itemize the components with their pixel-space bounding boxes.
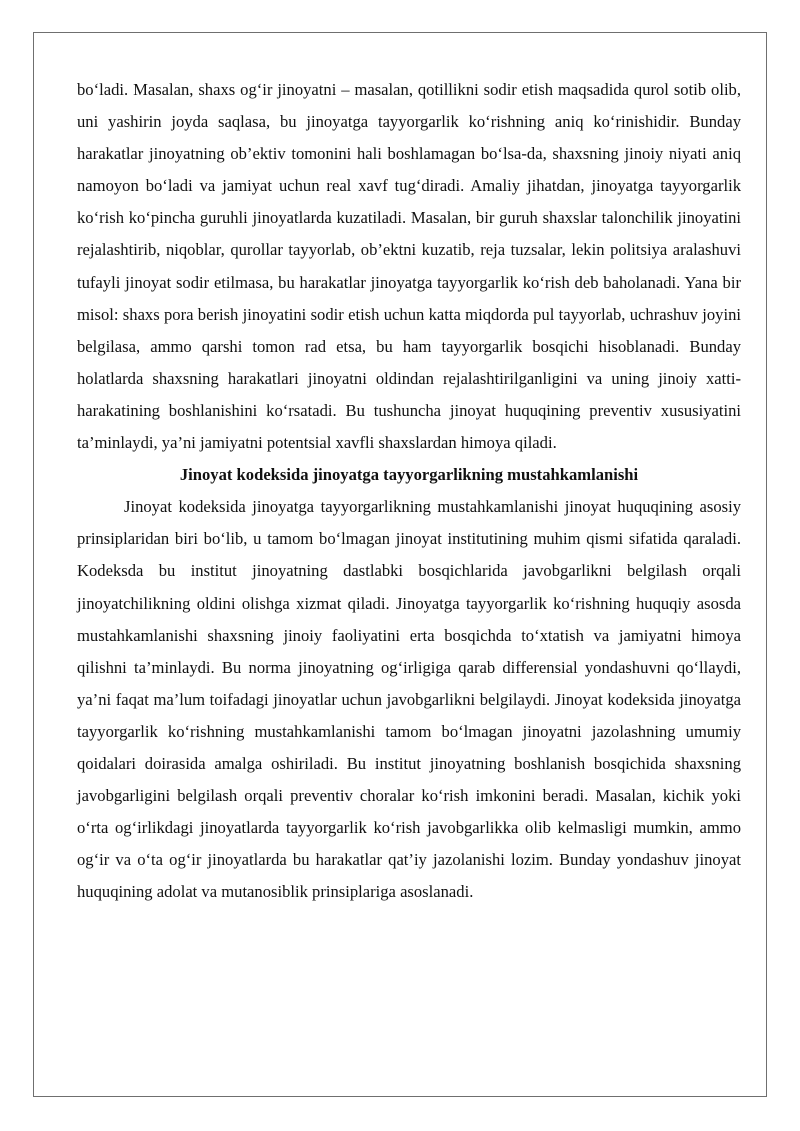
section-heading: Jinoyat kodeksida jinoyatga tayyorgarlikning mustahkamlanishi — [179, 465, 639, 485]
document-body — [77, 74, 741, 908]
body-paragraph: bo‘ladi. Masalan, shaxs og‘ir jinoyatni – masalan, qotillikni sodir etish maqsadida qurol sotib olib, uni yashirin joyda saqlasa, bu jinoyatga tayyorgarlik ko‘rishning aniq ko‘rinishidir. Bunday harakatlar jinoyatning ob’ektiv tomonini hali boshlamagan bo‘lsa-da, shaxsning jinoiy niyati aniq namoyon bo‘ladi va jamiyat uchun real xavf tug‘diradi. Amaliy jihatdan, jinoyatga tayyorgarlik ko‘rish ko‘pincha guruhli jinoyatlarda kuzatiladi. Masalan, bir guruh shaxslar talonchilik jinoyatini rejalashtirib, niqoblar, qurollar tayyorlab, ob’ektni kuzatib, reja tuzsalar, lekin politsiya aralashuvi tufayli jinoyat sodir etilmasa, bu harakatlar jinoyatga tayyorgarlik ko‘rish deb baholanadi. Yana bir misol: shaxs pora berish jinoyatini sodir etish uchun katta miqdorda pul tayyorlab, uchrashuv joyini belgilasa, ammo qarshi tomon rad etsa, bu ham tayyorgarlik bosqichi hisoblanadi. Bunday holatlarda shaxsning harakatlari jinoyatni oldindan rejalashtirilganligini va uning jinoiy xatti-harakatining boshlanishini ko‘rsatadi. Bu tushuncha jinoyat huquqining preventiv xususiyatini ta’minlaydi, ya’ni jamiyatni potentsial xavfli shaxslardan himoya qiladi. — [77, 80, 741, 453]
body-paragraph: Jinoyat kodeksida jinoyatga tayyorgarlikning mustahkamlanishi jinoyat huquqining asosiy prinsiplaridan biri bo‘lib, u tamom bo‘lmagan jinoyat institutining muhim qismi sifatida qaraladi. Kodeksda bu institut jinoyatning dastlabki bosqichlarida javobgarlikni belgilash orqali jinoyatchilikning oldini olishga xizmat qiladi. Jinoyatga tayyorgarlik ko‘rishning huquqiy asosda mustahkamlanishi shaxsning jinoiy faoliyatini erta bosqichda to‘xtatish va jamiyatni himoya qilishni ta’minlaydi. Bu norma jinoyatning og‘irligiga qarab differensial yondashuvni qo‘llaydi, ya’ni faqat ma’lum toifadagi jinoyatlar uchun javobgarlikni belgilaydi. Jinoyat kodeksida jinoyatga tayyorgarlik ko‘rishning mustahkamlanishi tamom bo‘lmagan jinoyatni jazolashning umumiy qoidalari doirasida amalga oshiriladi. Bu institut jinoyatning boshlanish bosqichida shaxsning javobgarligini belgilash orqali preventiv choralar ko‘rish imkonini beradi. Masalan, kichik yoki o‘rta og‘irlikdagi jinoyatlarda tayyorgarlik ko‘rish javobgarlikka olib kelmasligi mumkin, ammo og‘ir va o‘ta og‘ir jinoyatlarda bu harakatlar qat’iy jazolanishi lozim. Bunday yondashuv jinoyat huquqining adolat va mutanosiblik prinsiplariga asoslanadi. — [77, 497, 741, 902]
